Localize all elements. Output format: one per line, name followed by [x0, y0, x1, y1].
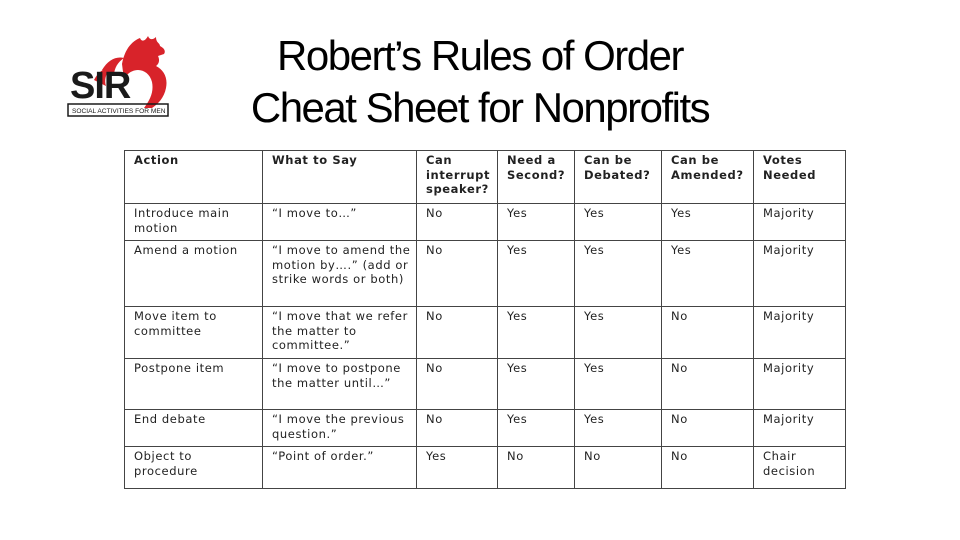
table-cell: Yes — [575, 241, 662, 307]
table-cell: Object to procedure — [125, 447, 263, 489]
table-cell: Amend a motion — [125, 241, 263, 307]
page-title — [200, 30, 760, 134]
table-cell: Yes — [417, 447, 498, 489]
table-cell: No — [662, 307, 754, 359]
column-header: Votes Needed — [754, 151, 846, 204]
table-row — [125, 359, 846, 410]
table-cell: “I move to postpone the matter until…” — [263, 359, 417, 410]
table-cell: No — [417, 307, 498, 359]
table-row — [125, 447, 846, 489]
table-cell: Introduce main motion — [125, 204, 263, 241]
table-cell: No — [417, 359, 498, 410]
table-cell: Yes — [575, 204, 662, 241]
table-row — [125, 410, 846, 447]
table-cell: No — [575, 447, 662, 489]
table-cell: Yes — [575, 410, 662, 447]
table-cell: No — [417, 410, 498, 447]
table-cell: Chair decision — [754, 447, 846, 489]
table-cell: Majority — [754, 359, 846, 410]
table-row — [125, 241, 846, 307]
table-cell: No — [662, 447, 754, 489]
table-header-row — [125, 151, 846, 204]
table-cell: “Point of order.” — [263, 447, 417, 489]
table-cell: No — [417, 241, 498, 307]
table-cell: Yes — [498, 204, 575, 241]
column-header: Can be Debated? — [575, 151, 662, 204]
table-cell: No — [662, 359, 754, 410]
table-cell: Move item to committee — [125, 307, 263, 359]
table-cell: Majority — [754, 410, 846, 447]
table-cell: Yes — [575, 359, 662, 410]
table-cell: Majority — [754, 204, 846, 241]
table-cell: Majority — [754, 241, 846, 307]
table-cell: Yes — [498, 359, 575, 410]
sir-logo — [64, 34, 174, 126]
column-header: Need a Second? — [498, 151, 575, 204]
column-header: Action — [125, 151, 263, 204]
table-row — [125, 204, 846, 241]
table-cell: Majority — [754, 307, 846, 359]
title-line-2: Cheat Sheet for Nonprofits — [250, 84, 710, 131]
table-cell: Yes — [498, 307, 575, 359]
logo-tagline: SOCIAL ACTIVITIES FOR MEN — [72, 108, 166, 115]
table-cell: Yes — [662, 241, 754, 307]
table-cell: “I move that we refer the matter to committee.” — [263, 307, 417, 359]
rules-table — [124, 150, 846, 489]
table-cell: Yes — [662, 204, 754, 241]
table-cell: End debate — [125, 410, 263, 447]
column-header: Can interrupt speaker? — [417, 151, 498, 204]
table-cell: Yes — [498, 241, 575, 307]
table-cell: “I move to…” — [263, 204, 417, 241]
table-row — [125, 307, 846, 359]
logo-letters: SIR — [70, 65, 131, 107]
table-cell: Postpone item — [125, 359, 263, 410]
table-cell: No — [662, 410, 754, 447]
table-cell: Yes — [498, 410, 575, 447]
table-cell: “I move the previous question.” — [263, 410, 417, 447]
table-cell: Yes — [575, 307, 662, 359]
title-line-1: Robert’s Rules of Order — [277, 32, 683, 79]
table-cell: No — [498, 447, 575, 489]
column-header: Can be Amended? — [662, 151, 754, 204]
column-header: What to Say — [263, 151, 417, 204]
table-cell: “I move to amend the motion by….” (add or strike words or both) — [263, 241, 417, 307]
table-cell: No — [417, 204, 498, 241]
